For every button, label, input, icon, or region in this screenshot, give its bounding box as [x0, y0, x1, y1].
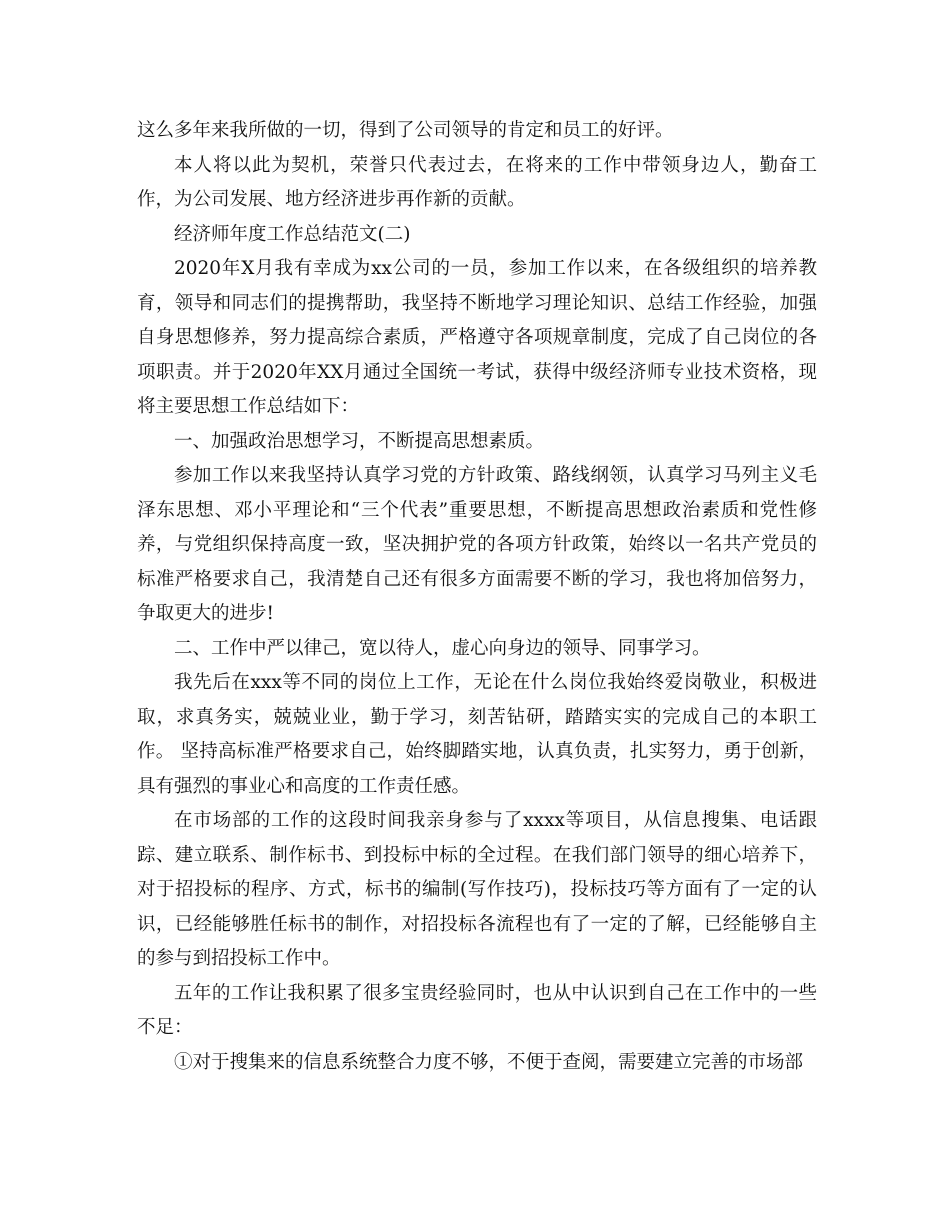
paragraph-continuation: 这么多年来我所做的一切，得到了公司领导的肯定和员工的好评。	[137, 120, 674, 141]
paragraph: 五年的工作让我积累了很多宝贵经验同时，也从中认识到自己在工作中的一些不足：	[137, 982, 817, 1038]
paragraph: ①对于搜集来的信息系统整合力度不够，不便于查阅，需要建立完善的市场部	[174, 1051, 804, 1073]
paragraph: 我先后在xxx等不同的岗位上工作，无论在什么岗位我始终爱岗敬业，积极进取，求真务实，兢兢业业，勤于学习，刻苦钻研，踏踏实实的完成自己的本职工作。 坚持高标准严格要求自己，始终脚踏实地，认真负责，扎实努力，勇于创新，具有强烈的事业心和高度的工作责任感。	[137, 672, 817, 797]
paragraph: 在市场部的工作的这段时间我亲身参与了xxxx等项目，从信息搜集、电话跟踪、建立联系、制作标书、到投标中标的全过程。在我们部门领导的细心培养下，对于招投标的程序、方式，标书的编制(写作技巧)，投标技巧等方面有了一定的认识，已经能够胜任标书的制作，对招投标各流程也有了一定的了解，已经能够自主的参与到招投标工作中。	[137, 810, 817, 969]
section-heading: 二、工作中严以律己，宽以待人，虚心向身边的领导、同事学习。	[174, 637, 711, 659]
paragraph: 2020年X月我有幸成为xx公司的一员，参加工作以来，在各级组织的培养教育，领导和同志们的提携帮助，我坚持不断地学习理论知识、总结工作经验，加强自身思想修养，努力提高综合素质，严格遵守各项规章制度，完成了自己岗位的各项职责。并于2020年XX月通过全国统一考试，获得中级经济师专业技术资格，现将主要思想工作总结如下：	[137, 258, 817, 417]
paragraph: 参加工作以来我坚持认真学习党的方针政策、路线纲领，认真学习马列主义毛泽东思想、邓小平理论和“三个代表”重要思想，不断提高思想政治素质和党性修养，与党组织保持高度一致，坚决拥护党的各项方针政策，始终以一名共产党员的标准严格要求自己，我清楚自己还有很多方面需要不断的学习，我也将加倍努力，争取更大的进步!	[137, 465, 817, 624]
section-heading: 经济师年度工作总结范文(二)	[174, 223, 411, 245]
document-body	[137, 114, 817, 1080]
paragraph: 本人将以此为契机，荣誉只代表过去，在将来的工作中带领身边人，勤奋工作，为公司发展、地方经济进步再作新的贡献。	[137, 154, 817, 210]
section-heading: 一、加强政治思想学习，不断提高思想素质。	[174, 430, 545, 452]
